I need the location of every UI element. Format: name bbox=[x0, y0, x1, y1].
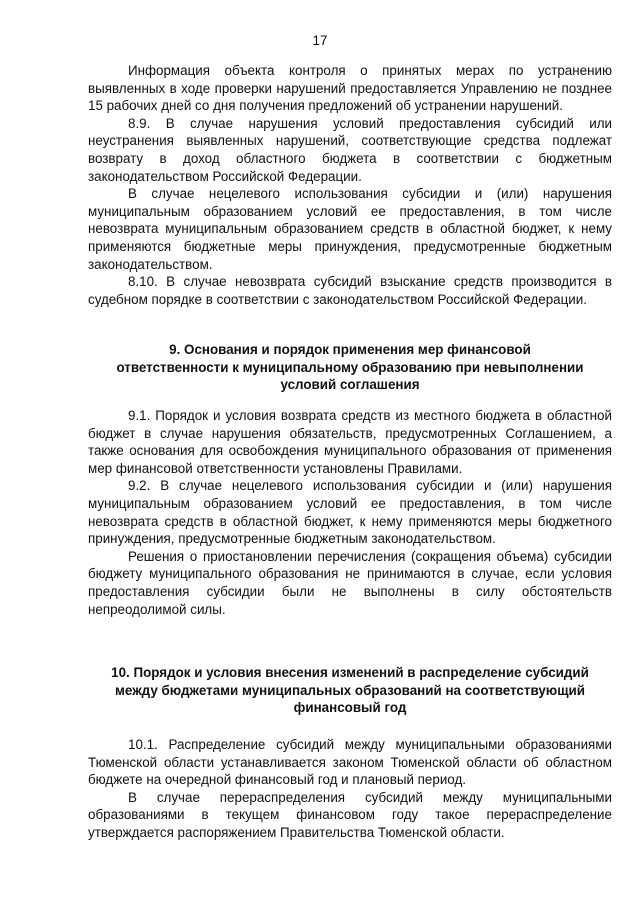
section-8-continuation bbox=[88, 62, 612, 308]
paragraph: 9.1. Порядок и условия возврата средств из местного бюджета в областной бюджет в случае нарушения обязательств, предусмотренных Соглашением, а также основания для освобождения муниципального образования от применения мер финансовой ответственности установлены Правилами. bbox=[88, 408, 612, 476]
paragraph: Решения о приостановлении перечисления (сокращения объема) субсидии бюджету муниципального образования не принимаются в случае, если условия предоставления субсидии были не выполнены в силу обстоятельств непреодолимой силы. bbox=[88, 548, 612, 617]
heading-line: условий соглашения bbox=[280, 377, 420, 393]
paragraph: 8.10. В случае невозврата субсидий взыскание средств производится в судебном порядке в соответствии с законодательством Российской Федерации. bbox=[88, 274, 612, 307]
paragraph: 9.2. В случае нецелевого использования субсидии и (или) нарушения муниципальным образованием условий ее предоставления, в том числе невозврата средств в областной бюджет, к нему применяются меры бюджетного принуждения, предусмотренные бюджетным законодательством. bbox=[88, 478, 612, 547]
heading-line: 10. Порядок и условия внесения изменений в распределение субсидий bbox=[111, 665, 589, 680]
section-9-body bbox=[88, 407, 612, 618]
section-10-heading bbox=[88, 664, 612, 717]
page-number: 17 bbox=[312, 33, 328, 48]
paragraph: 10.1. Распределение субсидий между муниципальными образованиями Тюменской области устанавливается законом Тюменской области об областном бюджете на очередной финансовый год и плановый период. bbox=[88, 737, 612, 788]
heading-line: между бюджетами муниципальных образований на соответствующий bbox=[115, 682, 585, 698]
section-9-heading bbox=[88, 341, 612, 394]
heading-line: 9. Основания и порядок применения мер финансовой bbox=[169, 342, 531, 357]
section-10-body bbox=[88, 736, 612, 842]
heading-line: ответственности к муниципальному образованию при невыполнении bbox=[116, 359, 584, 375]
paragraph: В случае перераспределения субсидий между муниципальными образованиями в текущем финансовом году такое перераспределение утверждается распоряжением Правительства Тюменской области. bbox=[88, 789, 612, 840]
paragraph: Информация объекта контроля о принятых мерах по устранению выявленных в ходе проверки нарушений предоставляется Управлению не позднее 15 рабочих дней со дня получения предложений об устранении нарушений. bbox=[88, 63, 612, 114]
paragraph: В случае нецелевого использования субсидии и (или) нарушения муниципальным образованием условий ее предоставления, в том числе невозврата муниципальным образованием средств в областной бюджет, к нему применяются бюджетные меры принуждения, предусмотренные бюджетным законодательством. bbox=[88, 186, 612, 272]
paragraph: 8.9. В случае нарушения условий предоставления субсидий или неустранения выявленных нарушений, соответствующие средства подлежат возврату в доход областного бюджета в соответствии с бюджетным законодательством Российской Федерации. bbox=[88, 115, 612, 184]
heading-line: финансовый год bbox=[293, 700, 407, 716]
